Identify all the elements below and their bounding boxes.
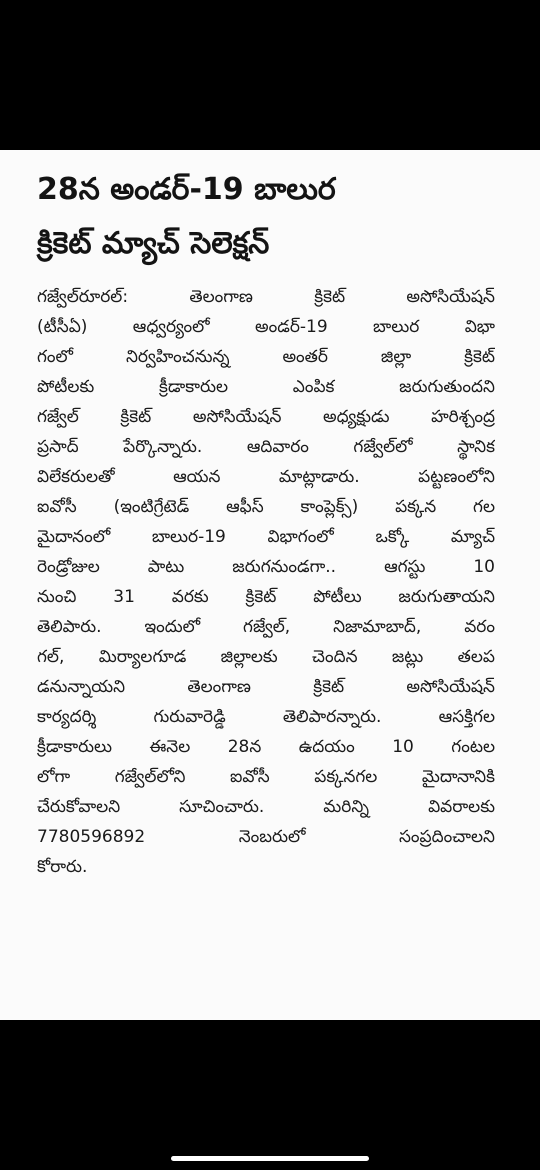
article-body-line: తెలిపారు. ఇందులో గజ్వేల్, నిజామాబాద్, వరం bbox=[37, 617, 495, 637]
article-body-line: గజ్వేల్‌రూరల్: తెలంగాణ క్రికెట్ అసోసియేషన్ bbox=[37, 287, 495, 307]
article-body-line: ప్రసాద్ పేర్కొన్నారు. ఆదివారం గజ్వేల్‌లో స్థానిక bbox=[37, 437, 495, 457]
article-body-line: చేరుకోవాలని సూచించారు. మరిన్ని వివరాలకు bbox=[37, 797, 495, 817]
article-body-line: నుంచి 31 వరకు క్రికెట్ పోటీలు జరుగుతాయని bbox=[37, 587, 495, 607]
article-body-line: కోరారు. bbox=[37, 857, 88, 877]
headline-line-1: 28న అండర్-19 బాలుర bbox=[37, 172, 336, 207]
article-body-line: గల్, మిర్యాలగూడ జిల్లాలకు చెందిన జట్లు తలప bbox=[37, 647, 495, 667]
article-body-line: గజ్వేల్ క్రికెట్ అసోసియేషన్ అధ్యక్షుడు హరిశ్చంద్ర bbox=[37, 407, 495, 427]
article-body-line: (టీసీఏ) ఆధ్వర్యంలో అండర్-19 బాలుర విభా bbox=[37, 317, 495, 337]
article-body bbox=[37, 282, 495, 882]
headline-line-2: క్రికెట్ మ్యాచ్ సెలెక్షన్ bbox=[37, 226, 270, 261]
article-body-line: 7780596892 నెంబరులో సంప్రదించాలని bbox=[37, 827, 495, 847]
article-body-line: డనున్నాయని తెలంగాణ క్రికెట్ అసోసియేషన్ bbox=[37, 677, 495, 697]
article-body-line: కార్యదర్శి గురువారెడ్డి తెలిపారన్నారు. ఆసక్తిగల bbox=[37, 707, 495, 727]
article-body-line: ఐవోసీ (ఇంటిగ్రేటెడ్ ఆఫీస్ కాంప్లెక్స్) పక్కన గల bbox=[37, 497, 495, 517]
article-body-line: రెండ్రోజుల పాటు జరుగనుండగా.. ఆగస్టు 10 bbox=[37, 557, 495, 577]
article-body-line: క్రీడాకారులు ఈనెల 28న ఉదయం 10 గంటల bbox=[37, 737, 495, 757]
article-body-line: విలేకరులతో ఆయన మాట్లాడారు. పట్టణంలోని bbox=[37, 467, 495, 487]
newspaper-clipping bbox=[0, 150, 540, 1020]
article-body-line: లోగా గజ్వేల్‌లోని ఐవోసీ పక్కనగల మైదానానికి bbox=[37, 767, 495, 787]
article-body-line: మైదానంలో బాలుర-19 విభాగంలో ఒక్కో మ్యాచ్ bbox=[37, 527, 495, 547]
article-body-line: గంలో నిర్వహించనున్న అంతర్ జిల్లా క్రికెట్ bbox=[37, 347, 495, 367]
article-body-line: పోటీలకు క్రీడాకారుల ఎంపిక జరుగుతుందని bbox=[37, 377, 495, 397]
home-indicator[interactable] bbox=[171, 1156, 369, 1161]
